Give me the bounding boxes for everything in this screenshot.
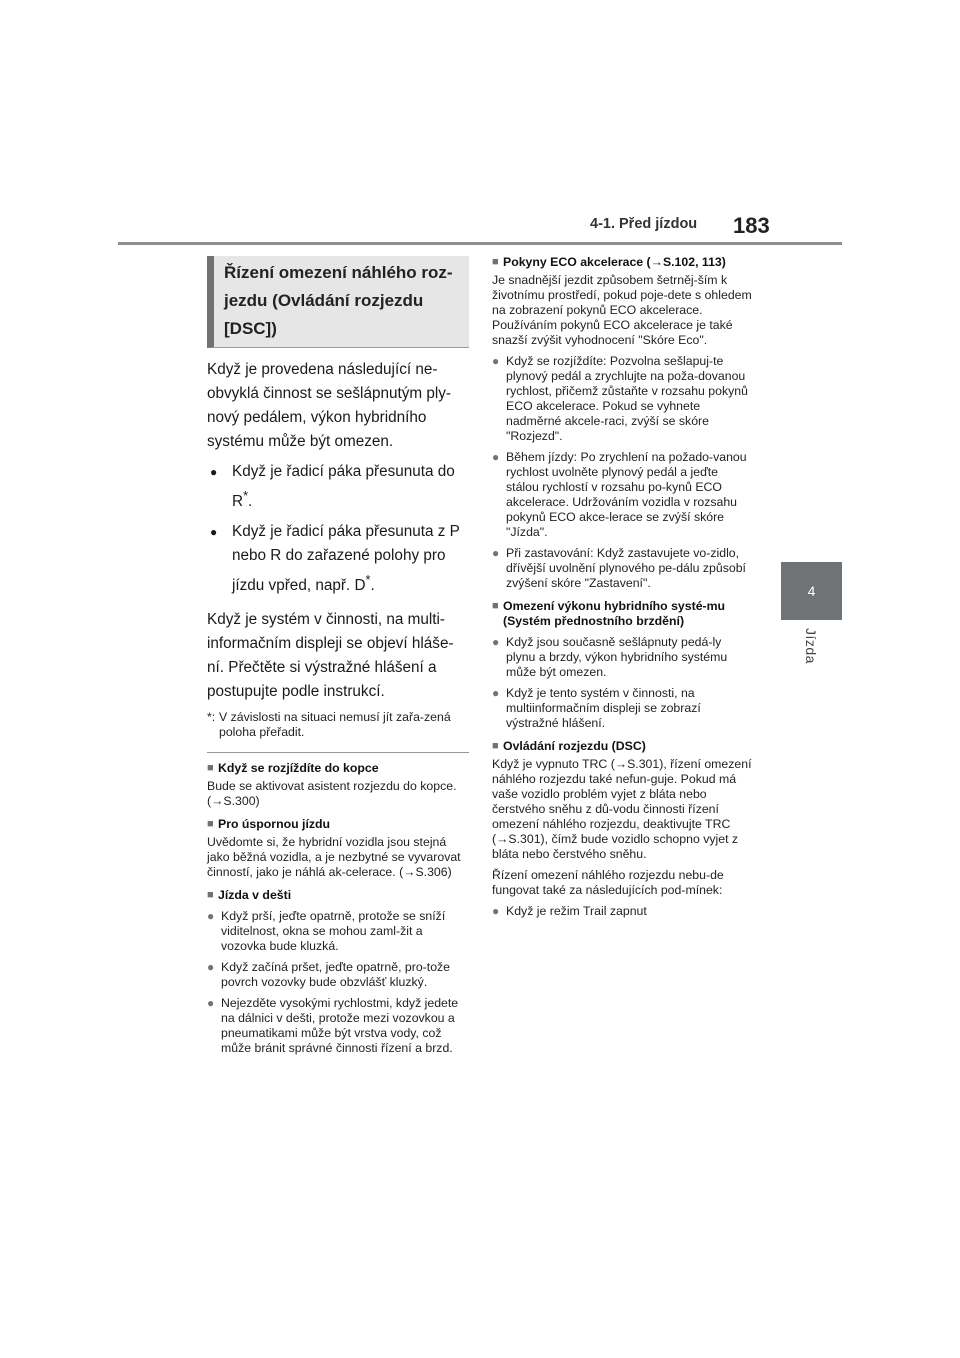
paragraph: Uvědomte si, že hybridní vozidla jsou stejná jako běžná vozidla, a je nezbytné se vyvarovat činností, jako je náhlá ak-celerace. (→S.306) [207, 835, 461, 880]
bullet-icon: ● [492, 686, 500, 700]
paragraph: Když je systém v činnosti, na multi-informačním displeji se objeví hláše-ní. Přečtěte si výstražné hlášení a postupujte podle instrukcí. [207, 611, 454, 701]
chapter-tab [781, 562, 842, 620]
bullet-icon: ● [207, 960, 215, 975]
square-icon: ■ [207, 889, 214, 902]
subheading: ■ Pro úspornou jízdu [207, 817, 331, 832]
paragraph: Řízení omezení náhlého rozjezdu nebu-de fungovat také za následujících pod-mínek: [492, 868, 724, 897]
section-heading: Řízení omezení náhlého roz-jezdu (Ovládání rozjezdu [DSC]) [207, 256, 469, 348]
subheading: ■ Ovládání rozjezdu (DSC) [492, 739, 646, 753]
list-item: ● Když je řadicí páka přesunuta z P nebo R do zařazené polohy pro jízdu vpřed, např. D*. [207, 520, 469, 598]
divider [207, 752, 469, 753]
list-item: ● Při zastavování: Když zastavujete vo-zidlo, dřívější uvolnění plynového pe-dálu způsobí zvýšení skóre "Zastavení". [492, 546, 746, 590]
list-item: ● Když začíná pršet, jeďte opatrně, pro-tože povrch vozovky bude obzvlášť kluzký. [207, 960, 451, 990]
intro-paragraph: Když je provedena následující ne-obvyklá činnost se sešlápnutým ply-nový pedálem, výkon hybridního systému může být omezen. [207, 361, 452, 450]
left-column [207, 256, 469, 1056]
footnote: *: V závislosti na situaci nemusí jít zařa-zená poloha přeřadit. [207, 710, 451, 740]
bullet-icon: ● [492, 546, 500, 560]
list-item: ● Když jsou současně sešlápnuty pedá-ly plynu a brzdy, výkon hybridního systému může být omezen. [492, 635, 728, 679]
square-icon: ■ [492, 600, 499, 612]
bullet-icon: ● [210, 465, 218, 479]
list-item: ● Když je režim Trail zapnut [492, 904, 647, 918]
list-item: ● Když se rozjíždíte: Pozvolna sešlapuj-te plynový pedál a zrychlujte na poža-dovanou rychlost, přičemž zůstaňte v rozsahu pokynů ECO akcelerace. Pokud se vyhnete nadměrné akcele-raci, zvýší se skóre "Rozjezd". [492, 354, 748, 443]
list-item: ● Když je tento systém v činnosti, na multiinformačním displeji se zobrazí výstražné hlášení. [492, 686, 701, 730]
list-item: ● Když je řadicí páka přesunuta do R*. [207, 460, 469, 514]
subheading: ■ Jízda v dešti [207, 888, 292, 903]
section-title: 4-1. Před jízdou [590, 216, 698, 232]
bullet-icon: ● [492, 904, 500, 918]
list-item: ● Během jízdy: Po zrychlení na požado-vanou rychlost uvolněte plynový pedál a jeďte stálou rychlostí v rozsahu po-kynů ECO akcelerace. Udržováním vozidla v rozsahu pokynů ECO akce-lerace se zvýší skóre "Jízda". [492, 450, 747, 539]
square-icon: ■ [492, 740, 499, 752]
right-column [492, 255, 754, 919]
bullet-icon: ● [210, 525, 218, 540]
square-icon: ■ [207, 762, 214, 775]
page-number: 183 [733, 213, 770, 238]
chapter-number: 4 [807, 583, 816, 599]
bullet-icon: ● [207, 909, 215, 924]
paragraph: Je snadnější jezdit způsobem šetrněj-ším k životnímu prostředí, pokud poje-dete s ohledem na zobrazení pokynů ECO akcelerace. Používáním pokynů ECO akcelerace je také snazší zvýšit vyhodnocení "Skóre Eco". [492, 273, 752, 347]
list-item: ● Když prší, jeďte opatrně, protože se sníží viditelnost, okna se mohou zaml-žit a vozovka bude kluzká. [207, 909, 446, 954]
square-icon: ■ [492, 256, 499, 268]
bullet-icon: ● [492, 354, 500, 368]
header-divider [118, 242, 842, 245]
bullet-icon: ● [207, 996, 215, 1011]
subheading: ■ Když se rozjíždíte do kopce [207, 761, 379, 776]
paragraph: Bude se aktivovat asistent rozjezdu do kopce. (→S.300) [207, 779, 457, 809]
subheading: ■ Pokyny ECO akcelerace (→S.102, 113) [492, 255, 726, 269]
bullet-icon: ● [492, 635, 500, 649]
subheading: ■ Omezení výkonu hybridního systé-mu (Systém přednostního brzdění) [492, 599, 726, 628]
chapter-title: Jízda [803, 628, 819, 664]
bullet-icon: ● [492, 450, 500, 464]
square-icon: ■ [207, 818, 214, 831]
paragraph: Když je vypnuto TRC (→S.301), řízení omezení náhlého rozjezdu také nefun-guje. Pokud má vaše vozidlo problém vyjet z bláta nebo čerstvého sněhu z dů-vodu činnosti řízení omezení náhlého rozjezdu, deaktivujte TRC (→S.301), čímž bude vozidlo schopno vyjet z bláta nebo čerstvého sněhu. [492, 757, 752, 861]
list-item: ● Nejezděte vysokými rychlostmi, když jedete na dálnici v dešti, protože mezi vozovkou a pneumatikami může být vrstva vody, což může bránit správné činnosti řízení a brzd. [207, 996, 459, 1056]
